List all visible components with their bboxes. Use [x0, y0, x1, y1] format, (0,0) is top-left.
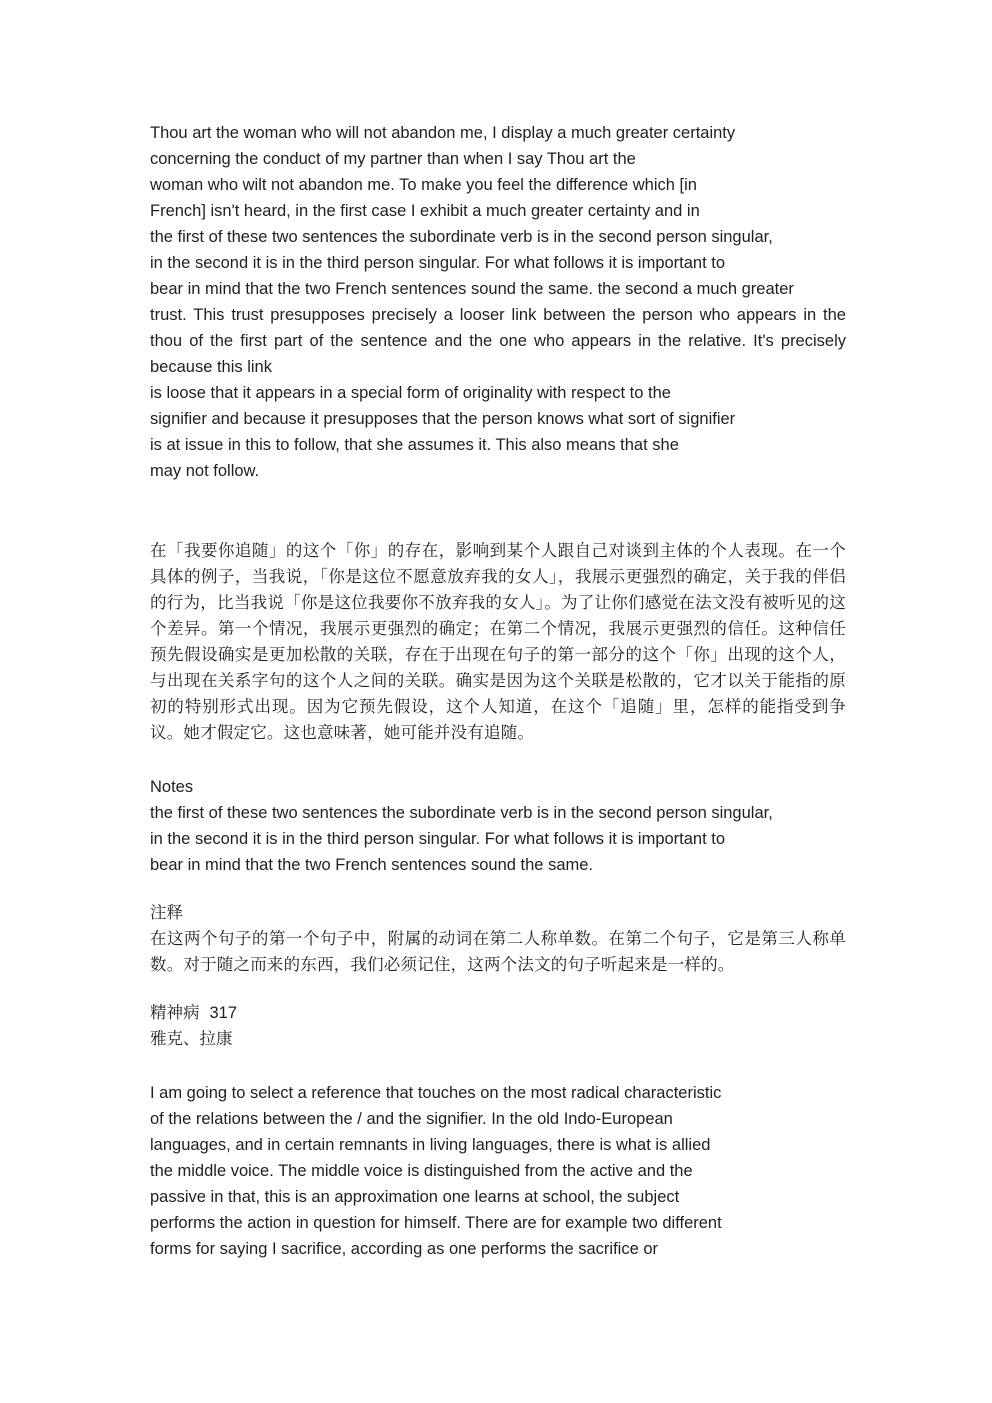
running-title-text: 精神病: [150, 1004, 200, 1022]
text-line: is at issue in this to follow, that she assumes it. This also means that she: [150, 436, 679, 454]
text-line: may not follow.: [150, 462, 260, 480]
page-number: 317: [209, 1004, 238, 1022]
notes-heading-zh: 注释: [150, 904, 183, 922]
notes-heading: Notes: [150, 778, 194, 796]
text-line: woman who wilt not abandon me. To make you feel the difference which [in: [150, 176, 697, 194]
english-passage-1: [150, 120, 846, 484]
running-title: [150, 1000, 846, 1026]
chinese-paragraph: 在「我要你追随」的这个「你」的存在，影响到某个人跟自己对谈到主体的个人表现。在一个具体的例子，当我说，「你是这位不愿意放弃我的女人」，我展示更强烈的确定，关于我的伴侣的行为，比当我说「你是这位我要你不放弃我的女人」。为了让你们感觉在法文没有被听见的这个差异。第一个情况，我展示更强烈的确定；在第二个情况，我展示更强烈的信任。这种信任预先假设确实是更加松散的关联，存在于出现在句子的第一部分的这个「你」出现的这个人，与出现在关系字句的这个人之间的关联。确实是因为这个关联是松散的，它才以关于能指的原初的特别形式出现。因为它预先假设，这个人知道，在这个「追随」里，怎样的能指受到争议。她才假定它。这也意味著，她可能并没有追随。: [150, 542, 846, 742]
text-line: languages, and in certain remnants in living languages, there is what is allied: [150, 1136, 711, 1154]
chinese-passage-1: [150, 538, 846, 746]
english-passage-2: [150, 1080, 846, 1262]
text-line: bear in mind that the two French sentences sound the same. the second a much greater: [150, 280, 794, 298]
text-line: signifier and because it presupposes that the person knows what sort of signifier: [150, 410, 736, 428]
text-line: the first of these two sentences the subordinate verb is in the second person singular,: [150, 228, 773, 246]
chinese-note-paragraph: 在这两个句子的第一个句子中，附属的动词在第二人称单数。在第二个句子，它是第三人称单数。对于随之而来的东西，我们必须记住，这两个法文的句子听起来是一样的。: [150, 930, 846, 974]
text-line: the middle voice. The middle voice is distinguished from the active and the: [150, 1162, 693, 1180]
text-line: Thou art the woman who will not abandon me, I display a much greater certainty: [150, 124, 736, 142]
text-line: is loose that it appears in a special form of originality with respect to the: [150, 384, 671, 402]
author-name: 雅克、拉康: [150, 1030, 233, 1048]
text-line: concerning the conduct of my partner than when I say Thou art the: [150, 150, 636, 168]
text-line: in the second it is in the third person singular. For what follows it is important to: [150, 254, 726, 272]
text-line: of the relations between the / and the signifier. In the old Indo-European: [150, 1110, 673, 1128]
notes-chinese: [150, 900, 846, 978]
text-line: forms for saying I sacrifice, according as one performs the sacrifice or: [150, 1240, 659, 1258]
text-line: in the second it is in the third person singular. For what follows it is important to: [150, 830, 726, 848]
text-line: bear in mind that the two French sentences sound the same.: [150, 856, 594, 874]
justified-paragraph: trust. This trust presupposes precisely a looser link between the person who appears in the thou of the first part of the sentence and the one who appears in the relative. It's precisely because this link: [150, 306, 846, 376]
notes-english: [150, 774, 846, 878]
text-line: passive in that, this is an approximation one learns at school, the subject: [150, 1188, 680, 1206]
page-header: [150, 1000, 846, 1052]
text-line: French] isn't heard, in the first case I exhibit a much greater certainty and in: [150, 202, 700, 220]
text-line: performs the action in question for himself. There are for example two different: [150, 1214, 722, 1232]
text-line: the first of these two sentences the subordinate verb is in the second person singular,: [150, 804, 773, 822]
text-line: I am going to select a reference that touches on the most radical characteristic: [150, 1084, 722, 1102]
document-page: [150, 120, 846, 1262]
